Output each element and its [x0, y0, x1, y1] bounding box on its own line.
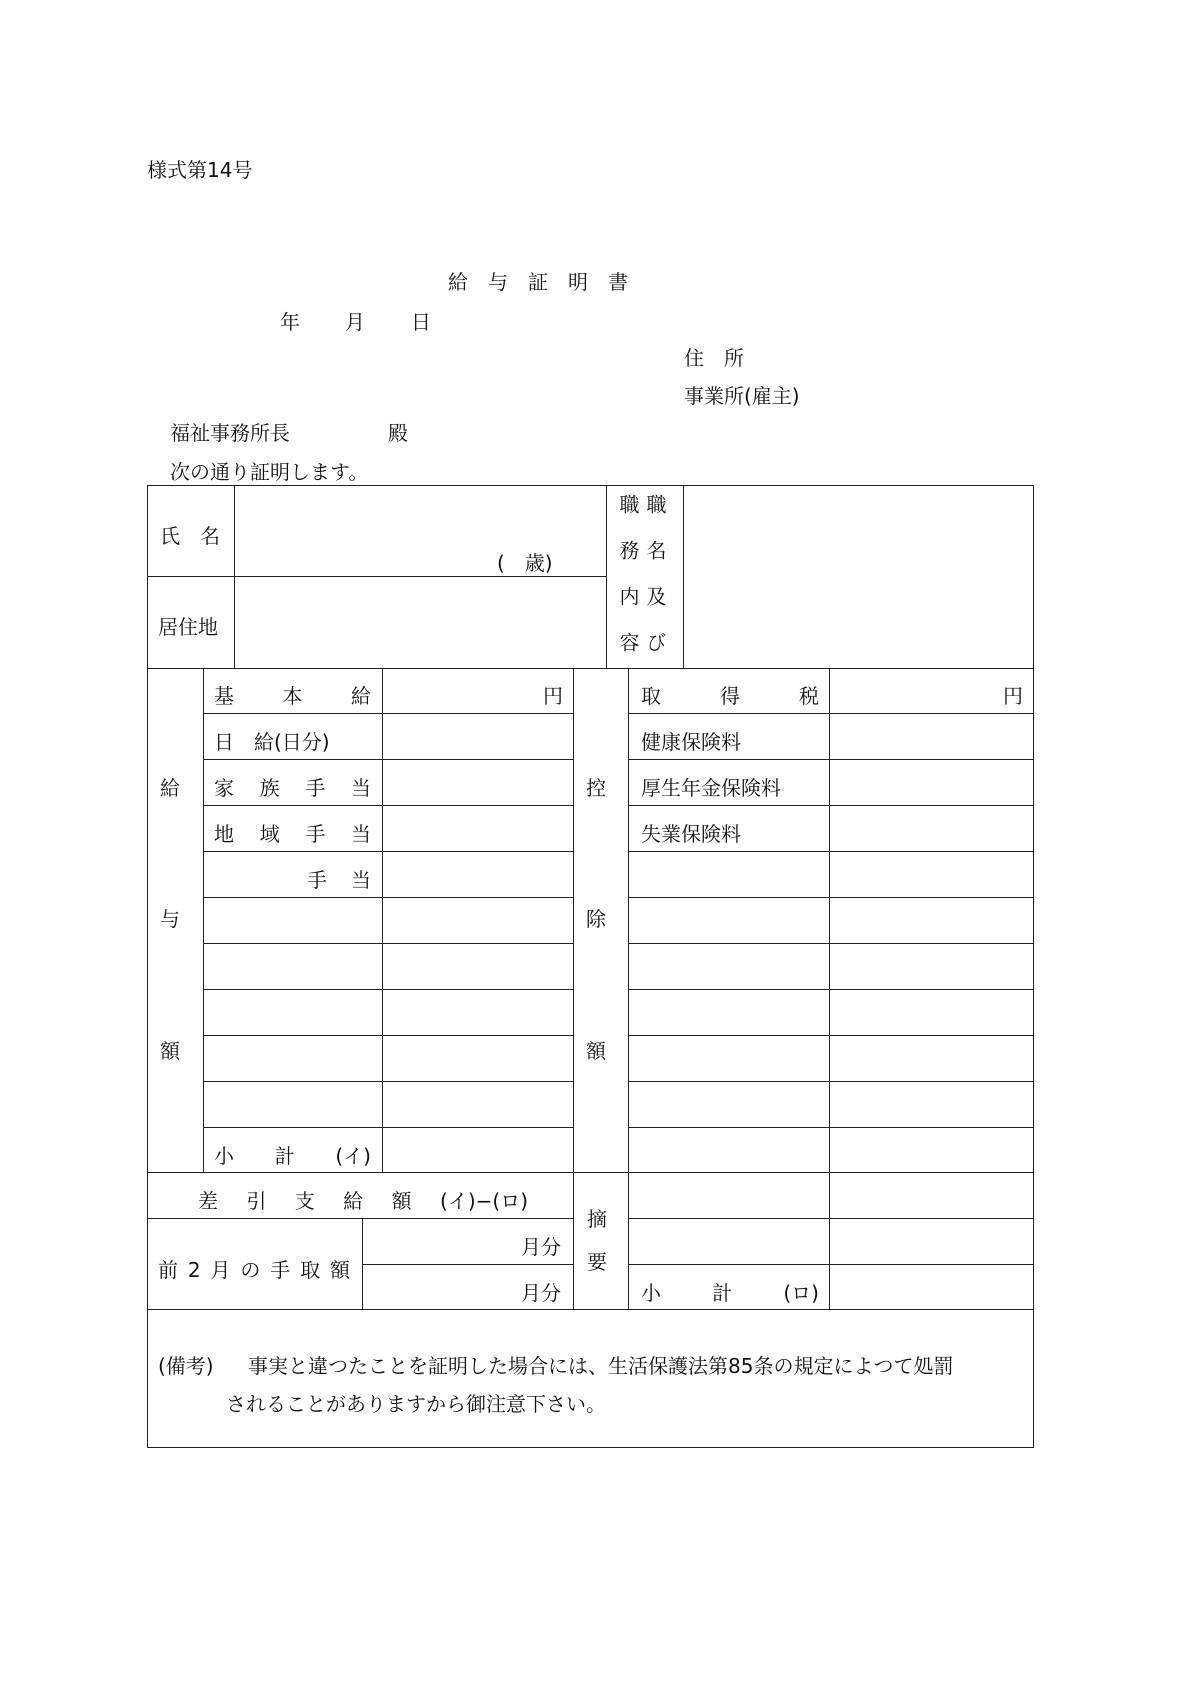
- grid-line: [628, 943, 1034, 944]
- statement: 次の通り証明します。: [170, 460, 369, 484]
- net-pay-label: [198, 1191, 528, 1211]
- job-label-col-1: 職名及び: [643, 494, 667, 678]
- grid-line: [573, 668, 574, 1309]
- summary-label-char: 要: [587, 1250, 607, 1274]
- recipient: 福祉事務所長: [170, 421, 290, 445]
- label-char: 家: [214, 776, 234, 800]
- note-line-1: 事実と違つたことを証明した場合には、生活保護法第85条の規定によつて処罰: [248, 1354, 954, 1378]
- label-char: 当: [350, 822, 371, 846]
- health-insurance-label: 健康保険料: [641, 730, 741, 754]
- grid-line: [147, 1218, 573, 1219]
- grid-line: [203, 805, 573, 806]
- label-char: 引: [246, 1189, 267, 1213]
- grid-line: [628, 1127, 1034, 1128]
- date-year: 年: [280, 310, 300, 334]
- grid-line: [203, 713, 573, 714]
- pay-section-char: 与: [160, 907, 180, 931]
- label-char: 前: [158, 1258, 178, 1282]
- label-char: 本: [282, 684, 303, 708]
- label-char: 手: [305, 822, 326, 846]
- grid-line: [147, 1172, 1034, 1173]
- label-char: 取: [641, 684, 661, 708]
- month-1-label: 月分: [521, 1235, 561, 1259]
- pay-subtotal-label: [214, 1146, 371, 1166]
- pay-section-char: 額: [160, 1039, 180, 1063]
- deduction-section-char: 除: [586, 907, 606, 931]
- date-month: 月: [345, 310, 365, 334]
- grid-line: [203, 668, 204, 1172]
- grid-line: [203, 851, 573, 852]
- note-prefix: (備考): [158, 1354, 214, 1378]
- label-char: 給: [351, 684, 371, 708]
- grid-line: [628, 1035, 1034, 1036]
- deduction-subtotal-label: [641, 1283, 819, 1303]
- label-char: 額: [391, 1189, 412, 1213]
- grid-line: [203, 989, 573, 990]
- label-char: 地: [214, 822, 234, 846]
- label-char: 当: [351, 868, 371, 892]
- grid-line: [628, 989, 1034, 990]
- name-label: 氏 名: [160, 524, 220, 548]
- label-char: 取: [300, 1258, 321, 1282]
- label-char: 当: [350, 776, 371, 800]
- month-2-label: 月分: [521, 1281, 561, 1305]
- label-char: 差: [198, 1189, 218, 1213]
- basic-pay-label: [214, 686, 371, 706]
- label-char: 2: [187, 1258, 201, 1282]
- label-char: (イ)−(ロ): [440, 1189, 528, 1213]
- label-char: 月: [210, 1258, 231, 1282]
- grid-line: [628, 1218, 1034, 1219]
- grid-line: [683, 485, 684, 668]
- deduction-section-char: 額: [586, 1039, 606, 1063]
- residence-label: 居住地: [158, 615, 218, 639]
- summary-label-char: 摘: [587, 1207, 607, 1231]
- grid-line: [147, 1309, 1034, 1310]
- pay-section-char: 給: [160, 776, 180, 800]
- label-char: 支: [294, 1189, 315, 1213]
- page-title: 給 与 証 明 書: [448, 270, 628, 294]
- unemployment-insurance-label: 失業保険料: [641, 822, 741, 846]
- grid-line: [382, 668, 383, 1172]
- income-tax-yen: 円: [1003, 684, 1023, 708]
- employer-label: 事業所(雇主): [684, 384, 800, 408]
- grid-line: [203, 1127, 573, 1128]
- label-char: 小: [641, 1281, 661, 1305]
- label-char: 族: [259, 776, 280, 800]
- address-label: 住 所: [684, 346, 744, 370]
- grid-line: [628, 1081, 1034, 1082]
- label-char: 手: [307, 868, 327, 892]
- label-char: 給: [343, 1189, 364, 1213]
- grid-line: [628, 713, 1034, 714]
- form-number: 様式第14号: [147, 158, 253, 182]
- label-char: (ロ): [783, 1281, 819, 1305]
- income-tax-label: [641, 686, 819, 706]
- age-field[interactable]: ( 歳): [497, 551, 553, 575]
- grid-line: [147, 668, 1034, 669]
- label-char: 額: [329, 1258, 350, 1282]
- grid-line: [628, 1264, 1034, 1265]
- family-allowance-label: [214, 778, 371, 798]
- grid-line: [203, 759, 573, 760]
- grid-line: [147, 576, 607, 577]
- deduction-section-char: 控: [586, 776, 606, 800]
- honorific: 殿: [388, 421, 408, 445]
- basic-pay-yen: 円: [543, 684, 563, 708]
- grid-line: [628, 805, 1034, 806]
- label-char: 計: [274, 1144, 295, 1168]
- grid-line: [203, 1081, 573, 1082]
- regional-allowance-label: [214, 824, 371, 844]
- daily-pay-label: 日 給(日分): [214, 730, 330, 754]
- label-char: 税: [799, 684, 819, 708]
- label-char: 得: [720, 684, 740, 708]
- note-line-2: されることがありますから御注意下さい。: [226, 1392, 606, 1416]
- label-char: (イ): [335, 1144, 371, 1168]
- grid-line: [628, 851, 1034, 852]
- label-char: 手: [270, 1258, 291, 1282]
- label-char: 計: [712, 1281, 733, 1305]
- label-char: 基: [214, 684, 234, 708]
- job-label-col-2: 職務内容: [616, 494, 640, 678]
- label-char: 小: [214, 1144, 234, 1168]
- other-allowance-label: [307, 870, 371, 890]
- grid-line: [362, 1264, 573, 1265]
- grid-line: [606, 485, 607, 668]
- prev-takehome-label: [158, 1260, 350, 1280]
- grid-line: [203, 897, 573, 898]
- label-char: の: [240, 1258, 261, 1282]
- label-char: 域: [259, 822, 280, 846]
- pension-insurance-label: 厚生年金保険料: [641, 776, 781, 800]
- label-char: 手: [305, 776, 326, 800]
- grid-line: [628, 759, 1034, 760]
- grid-line: [628, 897, 1034, 898]
- grid-line: [203, 1035, 573, 1036]
- job-description-field[interactable]: [685, 487, 1032, 666]
- grid-line: [203, 943, 573, 944]
- date-day: 日: [411, 310, 431, 334]
- residence-field[interactable]: [236, 578, 604, 666]
